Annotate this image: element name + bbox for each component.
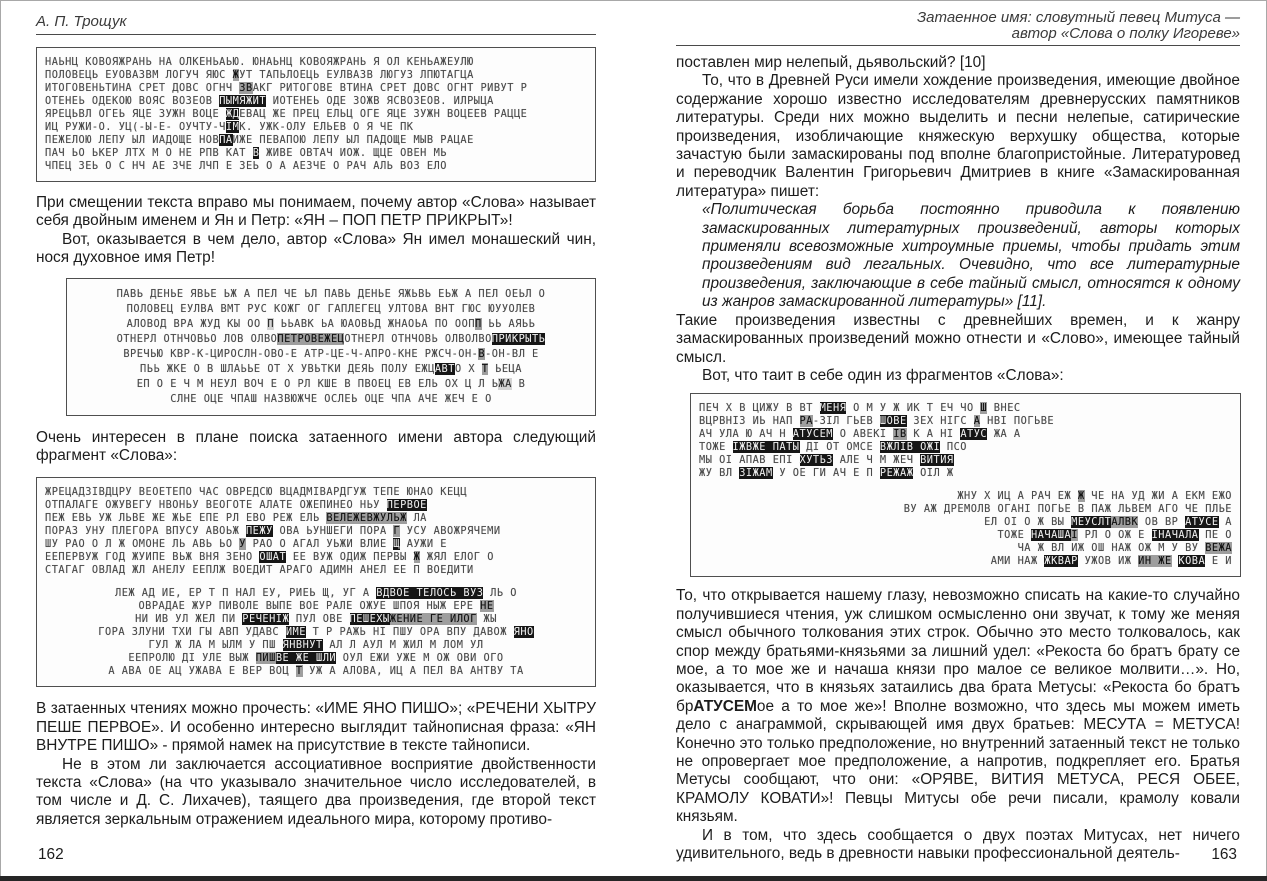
facsimile-line: ЖРЕЦАДЗІВДЦРУ ВЕОЕТЕПО ЧАС ОВРЕДСЮ ВЦАДМІВАРДГУЖ ТЕПЕ ЮНАО КЕЦЦ [45, 486, 468, 499]
facsimile-line: СТАГАГ ОВЛАД ЖЛ АНЕЛУ ЕЕПЛЖ ВОЕДИТ АРАГО АДИМН АНЕЛ ЕЕ П ВОЕДИТИ [45, 564, 474, 577]
facsimile-line: ЕЕПЕРВУЖ ГОД ЖУИПЕ ВЬЖ ВНЯ ЗЕНО ОШАТ ЕЕ ВУЖ ОДИЖ ПЕРВЫ Ж ЖЯЛ ЕЛОГ О [45, 551, 494, 564]
scan-edge-strip [0, 876, 1267, 881]
facsimile-line: ШУ РАО О Л Ж ОМОНЕ ЛЬ АВЬ ЬО У РАО О АГАЛ УЬЖИ ВЛИЕ Щ АУЖИ Е [45, 538, 447, 551]
facsimile-line: ВРЕЧЬЮ КВР-К-ЦИРОСЛН-ОВО-Е АТР-ЦЕ-Ч-АПРО-КНЕ РЖСЧ-ОН-В-ОН-ВЛ Е [123, 347, 539, 360]
page-number-left: 162 [38, 846, 64, 863]
facsimile-line: АЧ УЛА Ю АЧ Н АТУСЕМ О АВЕКІ ІВ К А НІ АТУС ЖА А [699, 428, 1021, 441]
chapter-title-line1: Затаенное имя: словутный певец Митуса — [916, 9, 1240, 26]
facsimile-line: ОТНЕРЛ ОТНЧОВЬО ЛОВ ОЛВОПЕТРОВЕЖЕЦОТНЕРЛ ОТНЧОВЬ ОЛВОЛВОПРИКРЫТЬ [116, 332, 546, 345]
paragraph: Не в этом ли заключается ассоциативное восприятие двойственности текста «Слова» (на что указывало значительное число исследователей, в том числе и Д. С. Лихачев), таящего два произведения, где второй текст является зеркальным отражением идеального мира, которому противо- [36, 755, 596, 828]
facsimile-line: ПОРАЗ УНУ ПЛЕГОРА ВПУСУ АВОЬЖ ПЕЖУ ОВА ЬУНШЕГИ ПОРА Г УСУ АВОЖРЯЧЕМИ [45, 525, 501, 538]
facsimile-line: ТОЖЕ ІЖВЖЕ ПАТЫ ДІ ОТ ОМСЕ ВЖЛІВ ОЖІ ПСО [699, 441, 968, 454]
facsimile-line: ИЦ РУЖИ-О. УЦ(-Ы-Е- ОУЧТУ-ЧІМК. УЖК-ОЛУ ЕЛЬЕВ О Я ЧЕ ПК [45, 121, 414, 133]
page-number-right: 163 [1211, 846, 1237, 863]
facsimile-line: ЯРЕЦЬВЛ ОГЕЬ ЯЦЕ ЗУЖН ВОЦЕ ЖДЕВАЦ ЖЕ ПРЕЦ ЕЛЬЦ ОГЕ ЯЦЕ ЗУЖН ВОЦЕЕВ РАЦЦЕ [45, 108, 528, 120]
facsimile-line: ЕЕПРОЛЮ ДІ УЛЕ ВЫЖ ПИШВЕ ЖЕ ШЛИ ОУЛ ЕЖИ УЖЕ М ОЖ ОВИ ОГО [128, 652, 504, 665]
blockquote-dmitriev: «Политическая борьба постоянно приводила к появлению замаскированных литературных произведений, авторы которых применяли всевозможные хитроумные приемы, чтобы придать этим произведениям вид легальных. Очевидно, что все литературные произведения, заключающие в себе тайный смысл, относятся к одному из жанров замаскированной литературы» [11]. [702, 201, 1240, 311]
facsimile-box-3 [36, 477, 596, 687]
facsimile-line: ГОРА ЗЛУНИ ТХИ ГЫ АВП УДАВС ИМЕ Т Р РАЖЬ НІ ПШУ ОРА ВПУ ДАВОЖ ЯНО [98, 626, 534, 639]
page-left [36, 10, 596, 829]
facsimile-line: СЛНЕ ОЦЕ ЧПАШ НАЗВЮЖЧЕ ОСЛЕЬ ОЦЕ ЧПА АЧЕ ЖЕЧ Е О [170, 392, 492, 405]
facsimile-line: АЛОВОД ВРА ЖУД КЫ ОО П ЬЬАВК ЬА ЮАОВЬД ЖНАОЬА ПО ООПП ЬЬ АЯЬЬ [126, 317, 536, 330]
facsimile-line: ПОЛОВЕЦ ЕУЛВА ВМТ РУС КОЖГ ОГ ГАПЛЕГЕЦ УЛТОВА ВНТ ГЮС ЮУУОЛЕВ [126, 302, 536, 315]
facsimile-line: ЖНУ Х ИЦ А РАЧ ЕЖ Ж ЧЕ НА УД ЖИ А ЕКМ ЕЖО [957, 490, 1232, 503]
facsimile-line: ИТОГОВЕНЬТИНА СРЕТ ДОВС ОГНЧ ЗВАКГ РИТОГОВЕ ВТИНА СРЕТ ДОВС ОГНТ РИВУТ Р [45, 82, 528, 94]
facsimile-line: ПОЛОВЕЦЬ ЕУОВАЗВМ ЛОГУЧ ЯЮС ЖУТ ТАПЬЛОЕЦЬ ЕУЛВАЗВ ЛЮГУЗ ЛПЮТАГЦА [45, 69, 474, 81]
paragraph-text: ое а то мое же»! Вполне возможно, что здесь мы можем иметь дело с анаграммой, скрывающей имя двух братьев: МЕСУТА = МЕТУСА! Конечно это только предположение, но внутренний затаенный текст не только не опровергает мое предположение, а напротив, подкрепляет его. Братья Метусы сообщают, что они: «ОРЯВЕ, ВИТИЯ МЕТУСА, РЕСЯ ОБЕЕ, КРАМОЛУ КОВАТИ»! Певцы Митусы обе речи писали, крамолу ковали князьям. [676, 697, 1240, 826]
facsimile-line: ТОЖЕ НАЧАШАІ РЛ О ОЖ Е ІНАЧАЛА ПЕ О [997, 529, 1232, 542]
paragraph: В затаенных чтениях можно прочесть: «ИМЕ ЯНО ПИШО»; «РЕЧЕНИ ХЫТРУ ПЕШЕ ПЕРВОЕ». И особенно интересно выглядит тайнописная фраза: «ЯН ВНУТРЕ ПИШО» - прямой намек на присутствие в тексте тайнописи. [36, 700, 596, 755]
facsimile-line: ОТЕНЕЬ ОДЕКОЮ ВОЯС ВОЗЕОВ ПЫМЯЖИТ ИОТЕНЕЬ ОДЕ ЗОЖВ ЯСВОЗЕОВ. ИЛРЫЦА [45, 95, 494, 107]
anagram-bold-text: АТУСЕМ [693, 697, 757, 715]
facsimile-line: АМИ НАЖ ЖКВАР УЖОВ ИЖ ИН ЖЕ КОВА Е И [990, 555, 1232, 568]
paragraph: Вот, оказывается в чем дело, автор «Слова» Ян имел монашеский чин, нося духовное имя Петр! [36, 230, 596, 267]
facsimile-line: ПАВЬ ДЕНЬЕ ЯВЬЕ ЬЖ А ПЕЛ ЧЕ ЬЛ ПАВЬ ДЕНЬЕ ЯЖЬВЬ ЕЬЖ А ПЕЛ ОЕЬЛ О [116, 287, 546, 300]
facsimile-line: ВЦРВНІЗ ИЬ НАП РА-ЗІЛ ГЬЕВ ШОВЕ ЗЕХ НІГС А НВІ ПОГЬВЕ [699, 415, 1055, 428]
paragraph: Такие произведения известны с древнейших времен, и к жанру замаскированных произведений можно отнести и «Слово», имеющее тайный смысл. [676, 311, 1240, 366]
facsimile-box-4 [690, 393, 1241, 577]
facsimile-line: ПЬЬ ЖКЕ О В ШЛАЬЬЕ ОТ Х УВЬТКИ ДЕЯЬ ПОЛУ ЕЖЦАВТО Х Т ЬЕЦА [140, 362, 522, 375]
paragraph-text: То, что открывается нашему глазу, невозможно списать на какие-то случайно получившиеся чтения, уж слишком осмысленно они звучат, к тому же меняя смысл обычного толкования этих строк. Обычно это место толковалось, как спор между братьями-князьями за лишний удел: «Рекоста бо братъ брату се мое, а то мое же и начаша князи про малое се великое молвити…». Но, оказывается, что в князьях затаились два брата Метусы: «Рекоста бо братъ бр [676, 587, 1240, 715]
running-head-author [36, 10, 596, 35]
facsimile-line: ПЕЖЕЛОЮ ЛЕПУ ЫЛ ИАДОЩЕ НОВПАИЖЕ ПЕВАПОЮ ЛЕПУ ЫЛ ПАДОЩЕ МЫВ РАЦАЕ [45, 134, 474, 146]
facsimile-line: ЖУ ВЛ ЗІЖАМ У ОЕ ГИ АЧ Е П РЕЖАЖ ОІЛ Ж [699, 467, 954, 480]
facsimile-line: ВУ АЖ ДРЕМОЛВ ОГАНІ ПОГЬЕ В ПАЖ ЛЬВЕМ АГО ЧЕ ПЛЬЕ [903, 503, 1232, 516]
facsimile-line: ЧПЕЦ ЗЕЬ О С НЧ АЕ ЗЧЕ ЛЧП Е ЗЕЬ О А АЕЗЧЕ О РАЧ АЛЬ ВОЗ ЕЛО [45, 160, 447, 172]
facsimile-line: ЛЕЖ АД ИЕ, ЕР Т П НАЛ ЕУ, РИЕЬ Щ, УГ А ВДВОЕ ТЕЛОСЬ ВУЗ ЛЬ О [115, 587, 517, 600]
facsimile-box-2 [66, 278, 596, 416]
facsimile-line: ЕП О Е Ч М НЕУЛ ВОЧ Е О РЛ КШЕ В ПВОЕЦ ЕВ ЕЛЬ ОХ Ц Л ЬЖА В [136, 377, 526, 390]
facsimile-line: МЫ ОІ АПАВ ЕПІ ХУТЬЗ АЛЕ Ч М ЖЕЧ ВИТИЯ [699, 454, 954, 467]
page-right [676, 10, 1240, 863]
paragraph: Очень интересен в плане поиска затаенного имени автора следующий фрагмент «Слова»: [36, 428, 596, 465]
facsimile-line: ЕЛ ОІ О Ж ВЫ МЕУСЛТАЛВК ОВ ВР АТУСЕ А [984, 516, 1232, 529]
facsimile-line: НИ ИВ УЛ ЖЕЛ ПИ РЕЧЕНІЖ ПУЛ ОВЕ ПЕШЕХЫЖЕНИЕ ГЕ ИЛОГ ЖЫ [135, 613, 497, 626]
paragraph: поставлен мир нелепый, дьявольский? [10] [676, 54, 986, 71]
author-name: А. П. Трощук [36, 13, 127, 30]
paragraph: То, что в Древней Руси имели хождение произведения, имеющие двойное содержание хорошо известно исследователям древнерусских памятников литературы. Среди них можно выделить и песни нелепые, сатирические произведения, изобличающие княжескую верхушку общества, которые зачастую были замаскированы под вполне благопристойные. Литературовед и переводчик Валентин Григорьевич Дмитриев в книге «Замаскированная литература» пишет: [676, 72, 1240, 200]
paragraph: И в том, что здесь сообщается о двух поэтах Митусах, нет ничего удивительного, ведь в древности навыки профессиональной деятель- [676, 826, 1240, 862]
running-head-title [676, 10, 1240, 46]
facsimile-line: ПЕЧ Х В ЦИЖУ В ВТ МЕНЯ О М У Ж ИК Т ЕЧ ЧО Ш ВНЕС [699, 402, 1021, 415]
facsimile-line: ГУЛ Ж ЛА М ЫЛМ У ПШ ЯНВНУТ АЛ Л АУЛ М ЖИЛ М ЛОМ УЛ [148, 639, 484, 652]
facsimile-line: ЧА Ж ВЛ ИЖ ОШ НАЖ ОЖ М У ВУ ВЕЖА [1017, 542, 1232, 555]
chapter-title-line2: автор «Слова о полку Игореве» [1011, 25, 1240, 42]
facsimile-line: А АВА ОЕ АЦ УЖАВА Е ВЕР ВОЦ Т УЖ А АЛОВА, ИЦ А ПЕЛ ВА АНТВУ ТА [108, 665, 524, 678]
facsimile-line: ПЕЖ ЕВЬ УЖ ЛЬВЕ ЖЕ ЖЬЕ ЕПЕ РЛ ЕВО РЕЖ ЕЛЬ ВЕЛЕЖЕВЖУЛЬЖ ЛА [45, 512, 427, 525]
facsimile-line: ОВРАДАЕ ЖУР ПИВОЛЕ ВЫПЕ ВОЕ РАЛЕ ОЖУЕ ШПОЯ НЫЖ ЕРЕ НЕ [138, 600, 494, 613]
facsimile-line: ОТПАЛАГЕ ОЖУВЕГУ НВОНЬУ ВЕОГОТЕ АЛАТЕ ОЖЕПИНЕО НЬУ ПЕРВОЕ [45, 499, 427, 512]
paragraph-with-anagram [676, 587, 1240, 826]
facsimile-line: НАЬНЦ КОВОЯЖРАНЬ НА ОЛКЕНЬАЬЮ. ЮНАЬНЦ КОВОЯЖРАНЬ Я ОЛ КЕНЬАЖЕУЛЮ [45, 56, 474, 68]
paragraph: При смещении текста вправо мы понимаем, почему автор «Слова» называет себя двойным именем и Ян и Петр: «ЯН – ПОП ПЕТР ПРИКРЫТ»! [36, 194, 596, 230]
facsimile-line: ПАЧ ЬО ЬКЕР ЛТХ М О НЕ РПВ КАТ В ЖИВЕ ОВТАЧ ИОЖ. ЩЦЕ ОВЕН МЬ [45, 147, 447, 159]
paragraph: Вот, что таит в себе один из фрагментов «Слова»: [702, 366, 1064, 384]
facsimile-box-1 [36, 47, 596, 182]
